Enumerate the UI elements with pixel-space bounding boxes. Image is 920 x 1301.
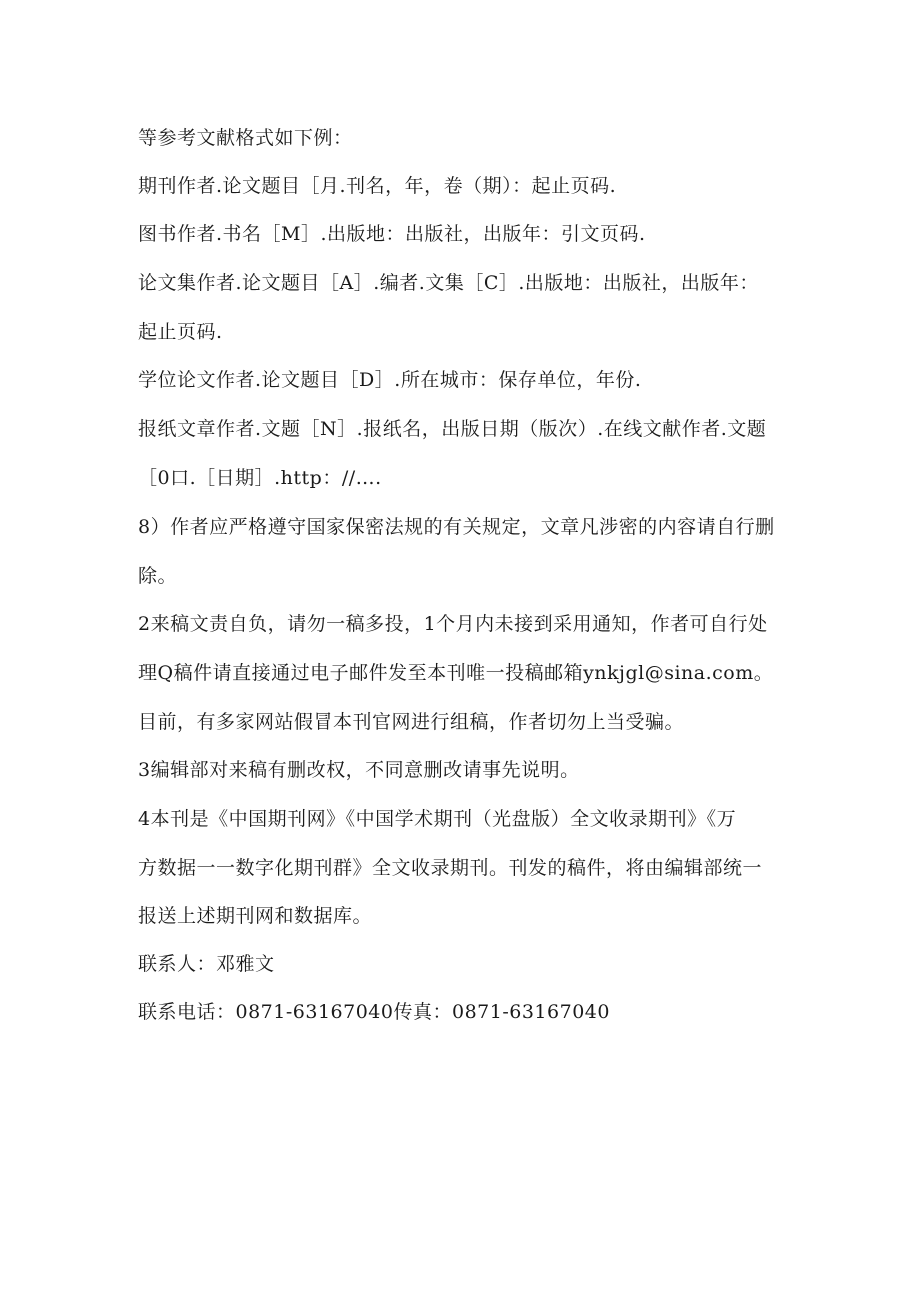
text-line-thesis-format: 学位论文作者.论文题目［D］.所在城市：保存单位，年份. xyxy=(138,369,642,391)
text-line-item-4-end: 报送上述期刊网和数据库。 xyxy=(138,905,373,927)
text-line-online-format: ［0口.［日期］.http：//…. xyxy=(138,467,382,489)
text-line-item-3: 3编辑部对来稿有删改权，不同意删改请事先说明。 xyxy=(138,759,580,781)
text-line-journal-format: 期刊作者.论文题目［月.刊名，年，卷（期）：起止页码. xyxy=(138,175,617,197)
text-line-item-2-warning: 目前，有多家网站假冒本刊官网进行组稿，作者切勿上当受骗。 xyxy=(138,711,685,733)
text-line-item-4: 4本刊是《中国期刊网》《中国学术期刊（光盘版）全文收录期刊》《万 xyxy=(138,808,737,830)
text-line-item-4-cont: 方数据一一数字化期刊群》全文收录期刊。刊发的稿件，将由编辑部统一 xyxy=(138,857,763,879)
text-line-book-format: 图书作者.书名［M］.出版地：出版社，出版年：引文页码. xyxy=(138,223,646,245)
contact-phone-fax: 联系电话：0871-63167040传真：0871-63167040 xyxy=(138,1001,610,1023)
text-line-item-8: 8）作者应严格遵守国家保密法规的有关规定，文章凡涉密的内容请自行删 xyxy=(138,516,775,538)
text-line-newspaper-format: 报纸文章作者.文题［N］.报纸名，出版日期（版次）.在线文献作者.文题 xyxy=(138,418,767,440)
text-line-reference-intro: 等参考文献格式如下例： xyxy=(138,127,353,149)
text-line-item-2: 2来稿文责自负，请勿一稿多投，1个月内未接到采用通知，作者可自行处 xyxy=(138,613,768,635)
text-line-collection-format: 论文集作者.论文题目［A］.编者.文集［C］.出版地：出版社，出版年： xyxy=(138,272,759,294)
text-line-collection-format-cont: 起止页码. xyxy=(138,321,223,343)
contact-person: 联系人：邓雅文 xyxy=(138,953,275,975)
text-line-item-2-email: 理Q稿件请直接通过电子邮件发至本刊唯一投稿邮箱ynkjgl@sina.com。 xyxy=(138,662,774,684)
text-line-item-8-cont: 除。 xyxy=(138,565,178,587)
